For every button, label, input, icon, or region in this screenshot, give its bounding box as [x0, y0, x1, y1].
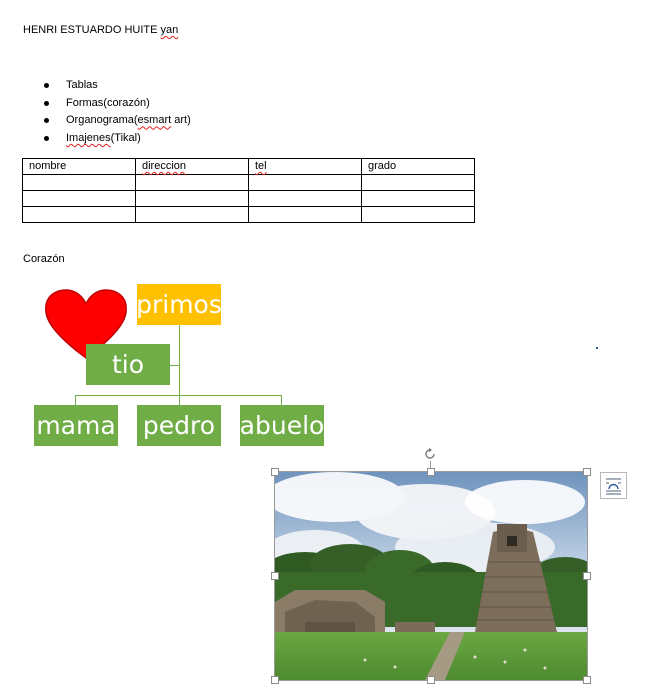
bullet-text-pre: Organograma( [66, 114, 138, 127]
resize-handle-bottom[interactable] [427, 676, 435, 684]
bullet-text-misspelled: Imajenes [66, 132, 111, 145]
org-node-mama[interactable]: mama [34, 405, 118, 446]
table-cell[interactable] [136, 191, 249, 207]
table-cell[interactable] [249, 207, 362, 223]
bullet-dot [44, 118, 49, 123]
table-cell[interactable] [136, 207, 249, 223]
bullet-item-organograma [44, 112, 191, 130]
table-cell[interactable] [362, 175, 475, 191]
stray-dot [596, 347, 598, 349]
connector-child-mid [179, 395, 180, 405]
table-cell[interactable] [23, 175, 136, 191]
table-header-cell[interactable] [249, 159, 362, 175]
table-row [23, 191, 475, 207]
layout-options-icon [601, 473, 626, 498]
tikal-temple-photo[interactable] [274, 471, 588, 681]
table-header-text: tel [255, 160, 267, 172]
rotate-icon[interactable] [423, 447, 437, 461]
bullet-text: Formas(corazón) [66, 96, 150, 109]
table-row [23, 207, 475, 223]
resize-handle-left[interactable] [271, 572, 279, 580]
bullet-item-formas [44, 95, 191, 113]
author-suffix: yan [160, 24, 179, 36]
bullet-text-post: (Tikal) [110, 132, 141, 145]
connector-assistant [170, 365, 179, 366]
section-label-corazon: Corazón [23, 253, 65, 265]
resize-handle-right[interactable] [583, 572, 591, 580]
bullet-text-misspelled: esmart [137, 114, 172, 127]
data-table[interactable] [22, 158, 475, 223]
resize-handle-bottom-right[interactable] [583, 676, 591, 684]
table-cell[interactable] [23, 191, 136, 207]
layout-options-button[interactable] [600, 472, 627, 499]
bullet-list [44, 77, 191, 148]
bullet-dot [44, 136, 49, 141]
table-header-cell[interactable] [136, 159, 249, 175]
bullet-item-imajenes [44, 130, 191, 148]
table-cell[interactable] [249, 191, 362, 207]
resize-handle-bottom-left[interactable] [271, 676, 279, 684]
table-cell[interactable] [136, 175, 249, 191]
bullet-dot [44, 101, 49, 106]
resize-handle-top-right[interactable] [583, 468, 591, 476]
table-cell[interactable] [362, 207, 475, 223]
table-cell[interactable] [23, 207, 136, 223]
connector-child-left [75, 395, 76, 405]
bullet-item-tablas [44, 77, 191, 95]
org-node-pedro[interactable]: pedro [137, 405, 221, 446]
photo-illustration [275, 472, 587, 680]
org-node-primos[interactable]: primos [137, 284, 221, 325]
org-node-tio[interactable]: tio [86, 344, 170, 385]
resize-handle-top-left[interactable] [271, 468, 279, 476]
table-header-row [23, 159, 475, 175]
table-header-cell[interactable]: grado [362, 159, 475, 175]
bullet-text: Tablas [66, 79, 98, 91]
table-row [23, 175, 475, 191]
table-cell[interactable] [362, 191, 475, 207]
connector-vertical [179, 325, 180, 395]
table-header-cell[interactable]: nombre [23, 159, 136, 175]
org-node-abuelo[interactable]: abuelo [240, 405, 324, 446]
connector-child-right [281, 395, 282, 405]
author-name-line [23, 24, 178, 36]
table-header-text: direccion [142, 160, 187, 172]
bullet-dot [44, 83, 49, 88]
table-cell[interactable] [249, 175, 362, 191]
resize-handle-top[interactable] [427, 468, 435, 476]
bullet-text-post: art) [171, 114, 191, 127]
author-name: HENRI ESTUARDO HUITE [23, 24, 158, 36]
